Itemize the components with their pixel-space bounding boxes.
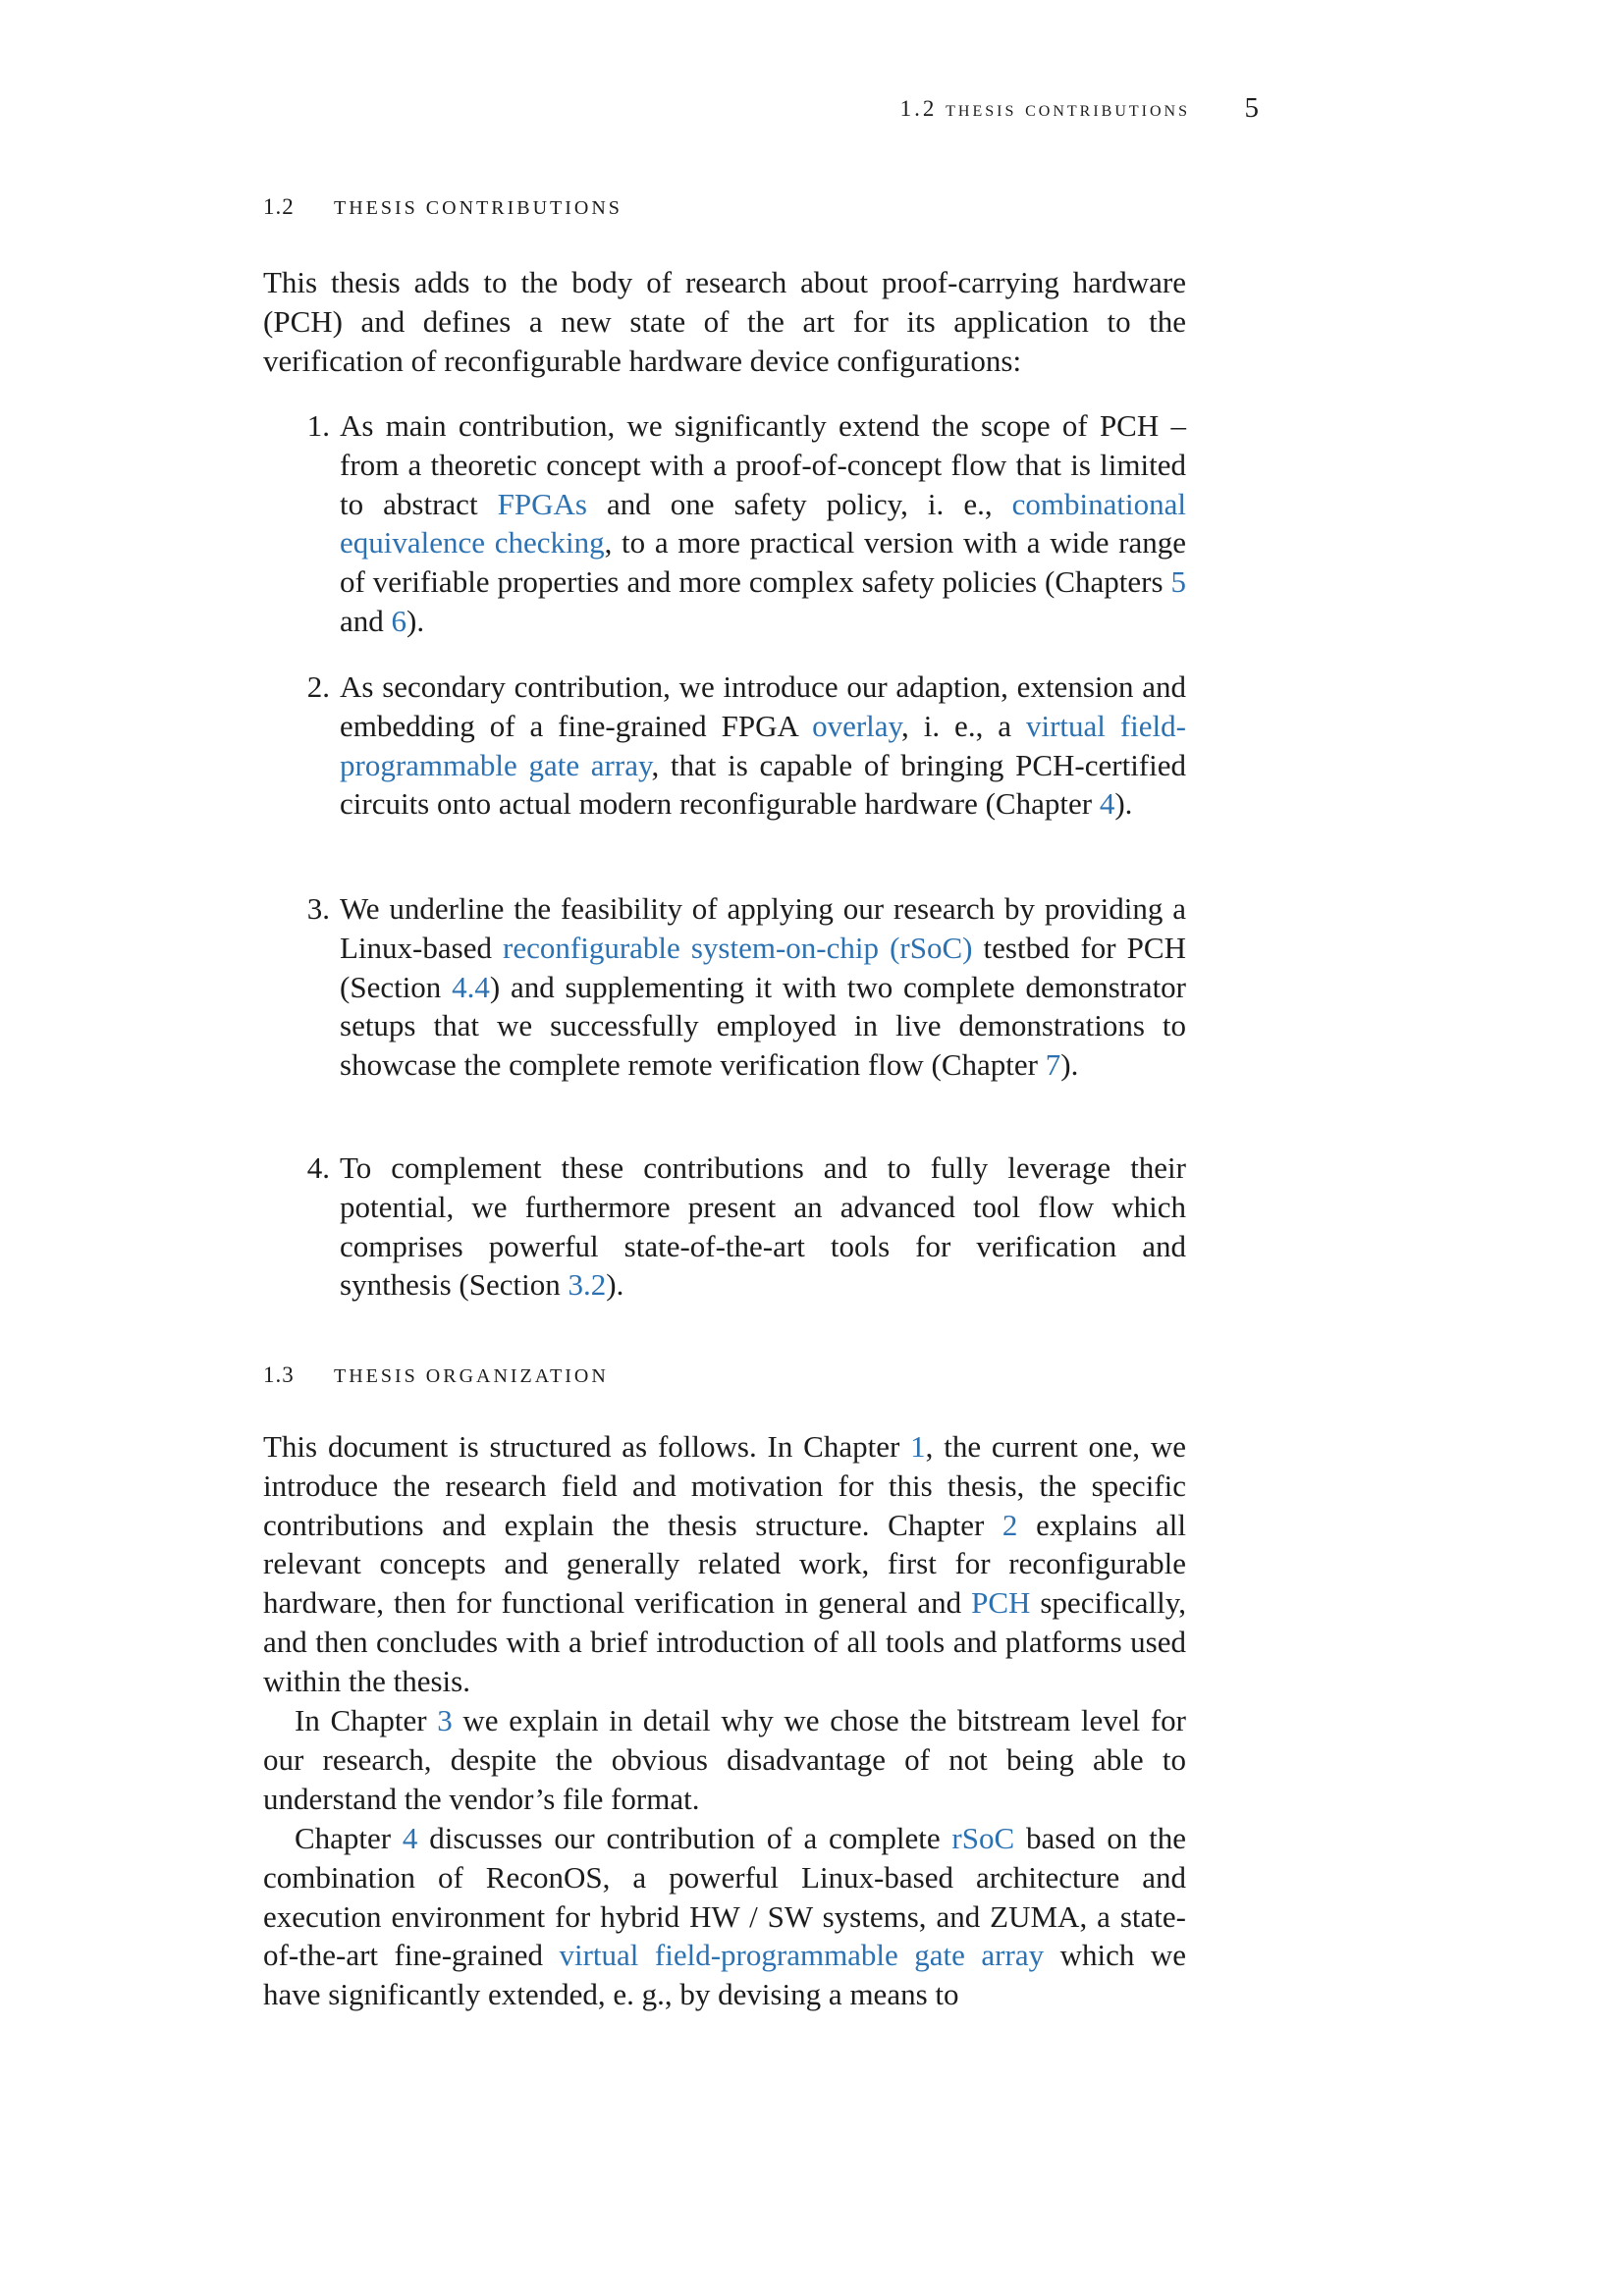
contribution-item-4 bbox=[263, 1148, 1186, 1306]
link-chapter-4[interactable]: 4 bbox=[1099, 786, 1115, 822]
organization-paragraph-3: Chapter 4 discusses our contribution of a complete rSoC based on the combination of ReconOS, a powerful Linux-based architecture and execution environment for hybrid HW / SW systems, and ZUMA, a state-of-the-art fine-grained virtual field-programmable gate array which we have significantly extended, e. g., by devising a means to bbox=[263, 1821, 1186, 2012]
link-virtual-fpga[interactable]: virtual field-programmable gate array bbox=[559, 1938, 1045, 1973]
link-chapter-6[interactable]: 6 bbox=[391, 603, 407, 638]
link-virtual-fpga[interactable]: virtual field-programmable gate array bbox=[340, 708, 1186, 782]
link-section-4-4[interactable]: 4.4 bbox=[452, 969, 490, 1004]
section-title: THESIS CONTRIBUTIONS bbox=[334, 197, 623, 219]
list-marker: 2. bbox=[306, 669, 330, 704]
contribution-item-3 bbox=[263, 889, 1186, 1125]
link-chapter-1[interactable]: 1 bbox=[910, 1429, 926, 1464]
running-head-title: 1.2 thesis contributions bbox=[899, 96, 1190, 121]
link-pch[interactable]: PCH bbox=[971, 1585, 1031, 1621]
link-chapter-2[interactable]: 2 bbox=[1001, 1507, 1018, 1542]
organization-paragraph-2: In Chapter 3 we explain in detail why we chose the bitstream level for our research, despite the obvious disadvantage of not being able to understand the vendor’s file format. bbox=[263, 1703, 1186, 1816]
link-chapter-4[interactable]: 4 bbox=[402, 1821, 418, 1855]
running-head bbox=[263, 92, 1259, 132]
link-chapter-3[interactable]: 3 bbox=[437, 1703, 453, 1737]
section-heading-contributions bbox=[263, 194, 1186, 234]
link-fpgas[interactable]: FPGAs bbox=[497, 486, 587, 521]
link-chapter-5[interactable]: 5 bbox=[1170, 564, 1186, 600]
list-marker: 3. bbox=[306, 891, 330, 926]
list-marker: 1. bbox=[306, 408, 330, 443]
list-item-text: We underline the feasibility of applying our research by providing a Linux-based reconfigurable system-on-chip (rSoC) testbed for PCH (Section 4.4) and supplementing it with two complete demonstrator setups that we successfully employed in live demonstrations to showcase the complete remote verification flow (Chapter 7). bbox=[340, 891, 1187, 1083]
link-chapter-7[interactable]: 7 bbox=[1045, 1047, 1061, 1083]
link-section-3-2[interactable]: 3.2 bbox=[568, 1267, 607, 1303]
section-number: 1.2 bbox=[263, 194, 295, 219]
link-rsoc[interactable]: rSoC bbox=[951, 1821, 1015, 1855]
list-item-text: As main contribution, we significantly extend the scope of PCH – from a theoretic concept with a proof-of-concept flow that is limited to abstract FPGAs and one safety policy, i. e., combinational equivalence checking, to a more practical version with a wide range of verifiable properties and more complex safety policies (Chapters 5 and 6). bbox=[340, 408, 1187, 638]
link-overlay[interactable]: overlay bbox=[812, 708, 902, 743]
link-rsoc[interactable]: reconfigurable system-on-chip (rSoC) bbox=[503, 930, 973, 965]
contribution-item-2 bbox=[263, 667, 1186, 864]
link-combinational-equivalence-checking[interactable]: combinational equivalence checking bbox=[340, 486, 1186, 561]
organization-paragraph-1: This document is structured as follows. In Chapter 1, the current one, we introduce the research field and motivation for this thesis, the specific contributions and explain the thesis structure. Chapter 2 explains all relevant concepts and generally related work, first for reconfigurable hardware, then for functional verification in general and PCH specifically, and then concludes with a brief introduction of all tools and platforms used within the thesis. bbox=[263, 1429, 1186, 1698]
contributions-intro-paragraph: This thesis adds to the body of research about proof-carrying hardware (PCH) and defines a new state of the art for its application to the verification of reconfigurable hardware device configurations: bbox=[263, 265, 1186, 378]
section-number: 1.3 bbox=[263, 1362, 295, 1387]
page-number: 5 bbox=[1244, 92, 1259, 124]
section-title: THESIS ORGANIZATION bbox=[334, 1365, 609, 1387]
list-marker: 4. bbox=[306, 1150, 330, 1185]
section-heading-organization bbox=[263, 1362, 1186, 1402]
contribution-item-1 bbox=[263, 406, 1187, 638]
list-item-text: As secondary contribution, we introduce our adaption, extension and embedding of a fine-grained FPGA overlay, i. e., a virtual field-programmable gate array, that is capable of bringing PCH-certified circuits onto actual modern reconfigurable hardware (Chapter 4). bbox=[340, 669, 1186, 822]
list-item-text: To complement these contributions and to fully leverage their potential, we furthermore present an advanced tool flow which comprises powerful state-of-the-art tools for verification and synthesis (Section 3.2). bbox=[340, 1150, 1186, 1303]
